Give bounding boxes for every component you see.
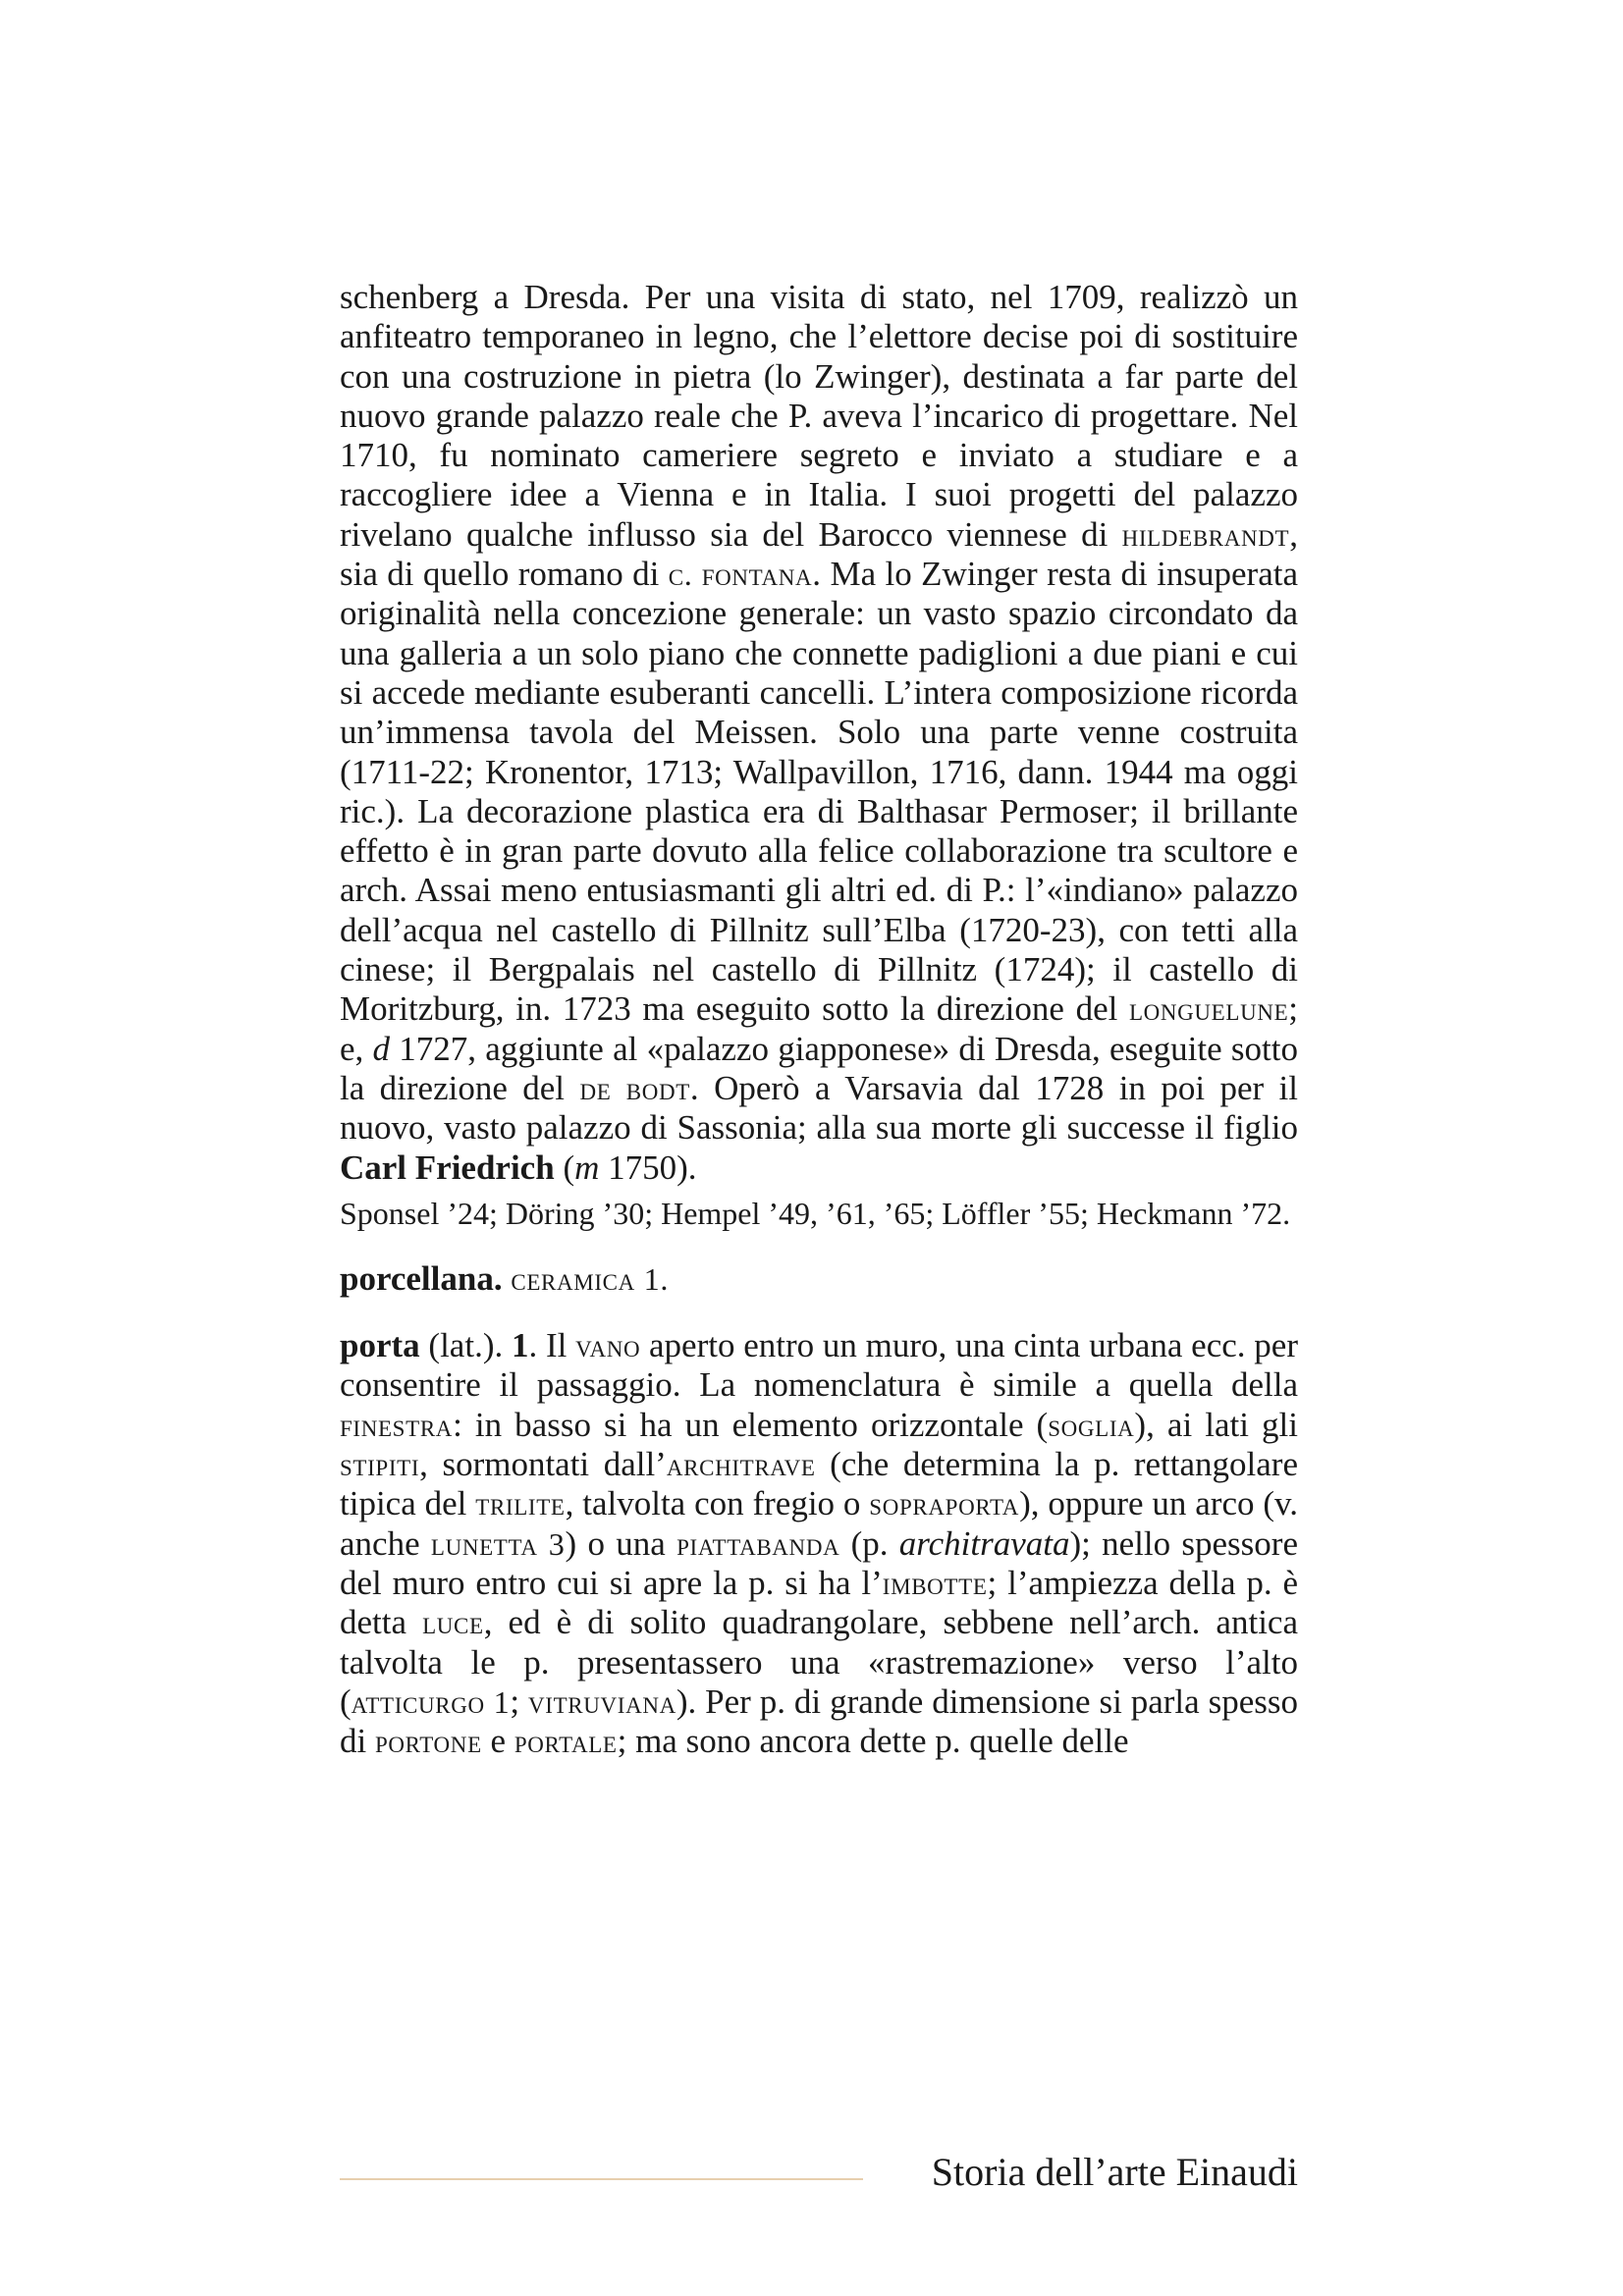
cross-ref-luce[interactable]: luce xyxy=(422,1605,484,1641)
cross-ref-stipiti[interactable]: stipiti xyxy=(340,1447,420,1483)
cross-ref-longuelune[interactable]: longuelune xyxy=(1128,991,1289,1028)
cross-ref-lunetta[interactable]: lunetta 3 xyxy=(430,1525,566,1562)
cross-ref-architrave[interactable]: architrave xyxy=(666,1447,816,1483)
cross-ref-portale[interactable]: portale xyxy=(514,1724,618,1760)
cross-ref-portone[interactable]: portone xyxy=(374,1724,482,1760)
abbr-death: m xyxy=(574,1148,600,1187)
cross-ref-trilite[interactable]: trilite xyxy=(475,1486,566,1522)
cross-ref-soglia[interactable]: soglia xyxy=(1048,1407,1135,1443)
cross-ref-atticurgo[interactable]: atticurgo 1 xyxy=(351,1683,511,1720)
sense-number: 1 xyxy=(512,1326,529,1365)
entry-porta: porta (lat.). 1. Il vano aperto entro un muro, una cinta urbana ecc. per consentire il passaggio. La nomenclatura è simile a quella della finestra: in basso si ha un elemento orizzontale (soglia), ai lati gli stipiti, sormontati dall’architrave (che determina la p. rettangolare tipica del trilite, talvolta con fregio o sopraporta), oppure un arco (v. anche lunetta 3) o una piattabanda (p. architravata); nello spessore del muro entro cui si apre la p. si ha l’imbotte; l’ampiezza della p. è detta luce, ed è di solito quadrangolare, sebbene nell’arch. antica talvolta le p. presentassero una «rastremazione» verso l’alto (atticurgo 1; vitruviana). Per p. di grande dimensione si parla spesso di portone e portale; ma sono ancora dette p. quelle delle xyxy=(340,1326,1299,1761)
cross-ref-de-bodt[interactable]: de bodt xyxy=(579,1070,690,1106)
entry-porcellana xyxy=(340,1259,1298,1299)
abbr-died: d xyxy=(372,1029,391,1068)
cross-ref-sopraporta[interactable]: sopraporta xyxy=(869,1486,1020,1522)
bibliography: Sponsel ’24; Döring ’30; Hempel ’49, ’61, ’65; Löffler ’55; Heckmann ’72. xyxy=(340,1195,1291,1231)
footer-rule xyxy=(340,2178,863,2180)
footer-title: Storia dell’arte Einaudi xyxy=(931,2150,1298,2194)
entry-title-porcellana: porcellana. xyxy=(340,1258,503,1298)
text-column xyxy=(340,278,1298,1761)
son-name: Carl Friedrich xyxy=(340,1148,555,1187)
cross-ref-imbotte[interactable]: imbotte xyxy=(882,1565,988,1601)
cross-ref-vitruviana[interactable]: vitruviana xyxy=(528,1683,676,1720)
cross-ref-ceramica[interactable]: ceramica 1. xyxy=(511,1260,670,1297)
continued-entry-text: schenberg a Dresda. Per una visita di stato, nel 1709, realizzò un anfiteatro temporaneo in legno, che l’elettore decise poi di sostituire con una costruzione in pietra (lo Zwinger), destinata a far parte del nuovo grande palazzo reale che P. aveva l’incarico di progettare. Nel 1710, fu nominato cameriere segreto e inviato a studiare e a raccogliere idee a Vienna e in Italia. I suoi progetti del palazzo rivelano qualche influsso sia del Barocco viennese di hildebrandt, sia di quello romano di c. fontana. Ma lo Zwinger resta di insuperata originalità nella concezione generale: un vasto spazio circondato da una galleria a un solo piano che connette padiglioni a due piani e cui si accede mediante esuberanti cancelli. L’intera composizione ricorda un’immensa tavola del Meissen. Solo una parte venne costruita (1711-22; Kronentor, 1713; Wallpavillon, 1716, dann. 1944 ma oggi ric.). La decorazione plastica era di Balthasar Permoser; il brillante effetto è in gran parte dovuto alla felice collaborazione tra scultore e arch. Assai meno entusiasmanti gli altri ed. di P.: l’«indiano» palazzo dell’acqua nel castello di Pillnitz sull’Elba (1720-23), con tetti alla cinese; il Bergpalais nel castello di Pillnitz (1724); il castello di Moritzburg, in. 1723 ma eseguito sotto la direzione del longuelune; e, d 1727, aggiunte al «palazzo giapponese» di Dresda, eseguite sotto la direzione del de bodt. Operò a Varsavia dal 1728 in poi per il nuovo, vasto palazzo di Sassonia; alla sua morte gli successe il figlio Carl Friedrich (m 1750). xyxy=(340,278,1298,1187)
cross-ref-fontana[interactable]: c. fontana xyxy=(668,557,813,593)
cross-ref-vano[interactable]: vano xyxy=(575,1328,641,1364)
cross-ref-finestra[interactable]: finestra xyxy=(340,1407,454,1443)
cross-ref-piattabanda[interactable]: piattabanda xyxy=(676,1525,840,1562)
entry-title-porta: porta xyxy=(340,1326,420,1365)
cross-ref-hildebrandt[interactable]: hildebrandt xyxy=(1121,516,1290,553)
italic-term-architravata: architravata xyxy=(898,1523,1070,1563)
